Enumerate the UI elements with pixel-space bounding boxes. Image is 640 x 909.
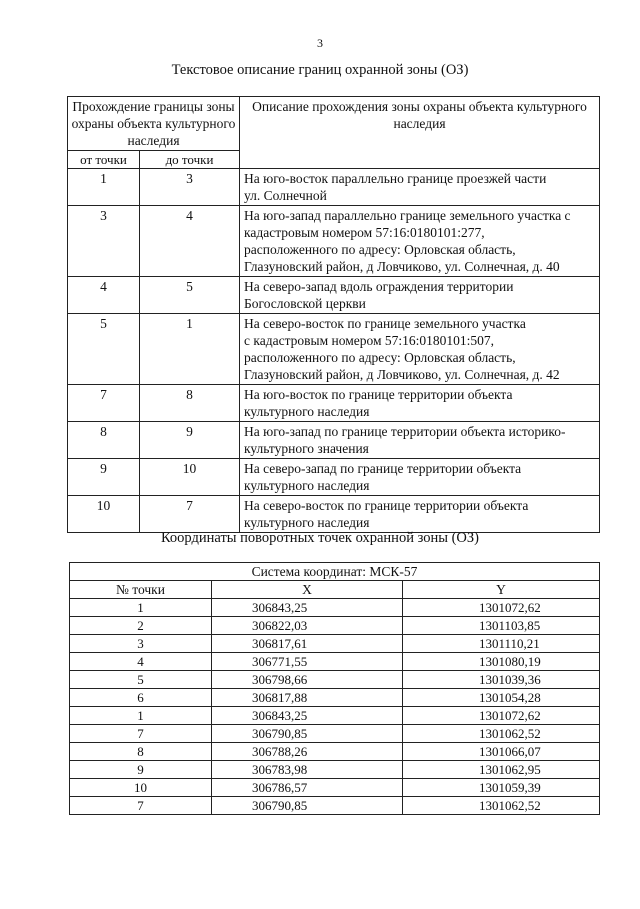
table-row <box>70 689 600 707</box>
description-line: Богословской церкви <box>244 296 366 311</box>
from-point-cell: 5 <box>68 314 140 385</box>
header-x: X <box>212 581 403 599</box>
table-row <box>70 599 600 617</box>
description-cell <box>240 385 600 422</box>
table-row <box>68 206 600 277</box>
description-cell <box>240 496 600 533</box>
table-row <box>70 743 600 761</box>
table-row <box>68 422 600 459</box>
y-coordinate-cell: 1301066,07 <box>403 743 600 761</box>
x-coordinate-cell: 306790,85 <box>212 797 403 815</box>
description-line: с кадастровым номером 57:16:0180101:507, <box>244 333 495 348</box>
point-number-cell: 10 <box>70 779 212 797</box>
to-point-cell: 1 <box>140 314 240 385</box>
x-coordinate-cell: 306790,85 <box>212 725 403 743</box>
y-coordinate-cell: 1301059,39 <box>403 779 600 797</box>
description-line: Глазуновский район, д Ловчиково, ул. Солнечная, д. 40 <box>244 259 560 274</box>
table-row <box>70 653 600 671</box>
y-coordinate-cell: 1301062,52 <box>403 797 600 815</box>
from-point-cell: 8 <box>68 422 140 459</box>
y-coordinate-cell: 1301072,62 <box>403 707 600 725</box>
point-number-cell: 5 <box>70 671 212 689</box>
header-description: Описание прохождения зоны охраны объекта культурного наследия <box>240 97 600 169</box>
description-cell <box>240 169 600 206</box>
coordinate-rows <box>70 599 600 815</box>
to-point-cell: 5 <box>140 277 240 314</box>
table-row <box>68 496 600 533</box>
description-line: Глазуновский район, д Ловчиково, ул. Солнечная, д. 42 <box>244 367 560 382</box>
description-line: На северо-запад по границе территории объекта <box>244 461 522 476</box>
description-line: культурного значения <box>244 441 369 456</box>
header-point-number: № точки <box>70 581 212 599</box>
table-row <box>68 385 600 422</box>
x-coordinate-cell: 306798,66 <box>212 671 403 689</box>
x-coordinate-cell: 306843,25 <box>212 599 403 617</box>
to-point-cell: 10 <box>140 459 240 496</box>
x-coordinate-cell: 306817,61 <box>212 635 403 653</box>
description-rows <box>68 169 600 533</box>
description-cell <box>240 277 600 314</box>
from-point-cell: 3 <box>68 206 140 277</box>
table-row <box>68 314 600 385</box>
x-coordinate-cell: 306783,98 <box>212 761 403 779</box>
header-to-point: до точки <box>140 151 240 169</box>
table-row <box>68 169 600 206</box>
table-row <box>70 779 600 797</box>
point-number-cell: 3 <box>70 635 212 653</box>
description-cell <box>240 314 600 385</box>
x-coordinate-cell: 306817,88 <box>212 689 403 707</box>
coordinates-table <box>69 562 600 815</box>
y-coordinate-cell: 1301062,52 <box>403 725 600 743</box>
point-number-cell: 9 <box>70 761 212 779</box>
y-coordinate-cell: 1301110,21 <box>403 635 600 653</box>
description-cell <box>240 422 600 459</box>
description-line: культурного наследия <box>244 478 370 493</box>
description-line: культурного наследия <box>244 404 370 419</box>
y-coordinate-cell: 1301072,62 <box>403 599 600 617</box>
header-boundary-passage: Прохождение границы зоны охраны объекта культурного наследия <box>68 97 240 151</box>
header-from-point: от точки <box>68 151 140 169</box>
table-row <box>70 797 600 815</box>
y-coordinate-cell: 1301062,95 <box>403 761 600 779</box>
table-row <box>70 725 600 743</box>
from-point-cell: 4 <box>68 277 140 314</box>
description-line: На северо-восток по границе земельного участка <box>244 316 526 331</box>
description-line: расположенного по адресу: Орловская область, <box>244 242 516 257</box>
point-number-cell: 1 <box>70 707 212 725</box>
point-number-cell: 7 <box>70 725 212 743</box>
y-coordinate-cell: 1301080,19 <box>403 653 600 671</box>
to-point-cell: 9 <box>140 422 240 459</box>
table-row <box>70 635 600 653</box>
from-point-cell: 9 <box>68 459 140 496</box>
description-line: На юго-восток по границе территории объекта <box>244 387 513 402</box>
table-row <box>70 761 600 779</box>
coordinate-system-header: Система координат: МСК-57 <box>70 563 600 581</box>
table-row <box>68 277 600 314</box>
description-line: На юго-восток параллельно границе проезжей части <box>244 171 547 186</box>
x-coordinate-cell: 306786,57 <box>212 779 403 797</box>
description-line: На северо-запад вдоль ограждения территории <box>244 279 514 294</box>
description-line: ул. Солнечной <box>244 188 327 203</box>
table-row <box>70 671 600 689</box>
to-point-cell: 4 <box>140 206 240 277</box>
header-y: Y <box>403 581 600 599</box>
x-coordinate-cell: 306771,55 <box>212 653 403 671</box>
description-line: расположенного по адресу: Орловская область, <box>244 350 516 365</box>
to-point-cell: 8 <box>140 385 240 422</box>
y-coordinate-cell: 1301103,85 <box>403 617 600 635</box>
from-point-cell: 10 <box>68 496 140 533</box>
section2-title: Координаты поворотных точек охранной зоны (ОЗ) <box>160 530 479 546</box>
page-number: 3 <box>317 36 323 50</box>
x-coordinate-cell: 306843,25 <box>212 707 403 725</box>
description-line: На юго-запад по границе территории объекта историко- <box>244 424 566 439</box>
table-row <box>70 617 600 635</box>
point-number-cell: 8 <box>70 743 212 761</box>
point-number-cell: 4 <box>70 653 212 671</box>
point-number-cell: 2 <box>70 617 212 635</box>
point-number-cell: 1 <box>70 599 212 617</box>
section1-title: Текстовое описание границ охранной зоны (ОЗ) <box>171 62 469 78</box>
table-row <box>70 707 600 725</box>
point-number-cell: 6 <box>70 689 212 707</box>
description-line: На северо-восток по границе территории объекта <box>244 498 529 513</box>
description-line: кадастровым номером 57:16:0180101:277, <box>244 225 485 240</box>
from-point-cell: 1 <box>68 169 140 206</box>
table-row <box>68 459 600 496</box>
x-coordinate-cell: 306788,26 <box>212 743 403 761</box>
description-line: культурного наследия <box>244 515 370 530</box>
y-coordinate-cell: 1301039,36 <box>403 671 600 689</box>
y-coordinate-cell: 1301054,28 <box>403 689 600 707</box>
description-cell <box>240 206 600 277</box>
to-point-cell: 7 <box>140 496 240 533</box>
point-number-cell: 7 <box>70 797 212 815</box>
x-coordinate-cell: 306822,03 <box>212 617 403 635</box>
boundary-description-table <box>67 96 600 533</box>
to-point-cell: 3 <box>140 169 240 206</box>
from-point-cell: 7 <box>68 385 140 422</box>
description-line: На юго-запад параллельно границе земельного участка с <box>244 208 571 223</box>
description-cell <box>240 459 600 496</box>
